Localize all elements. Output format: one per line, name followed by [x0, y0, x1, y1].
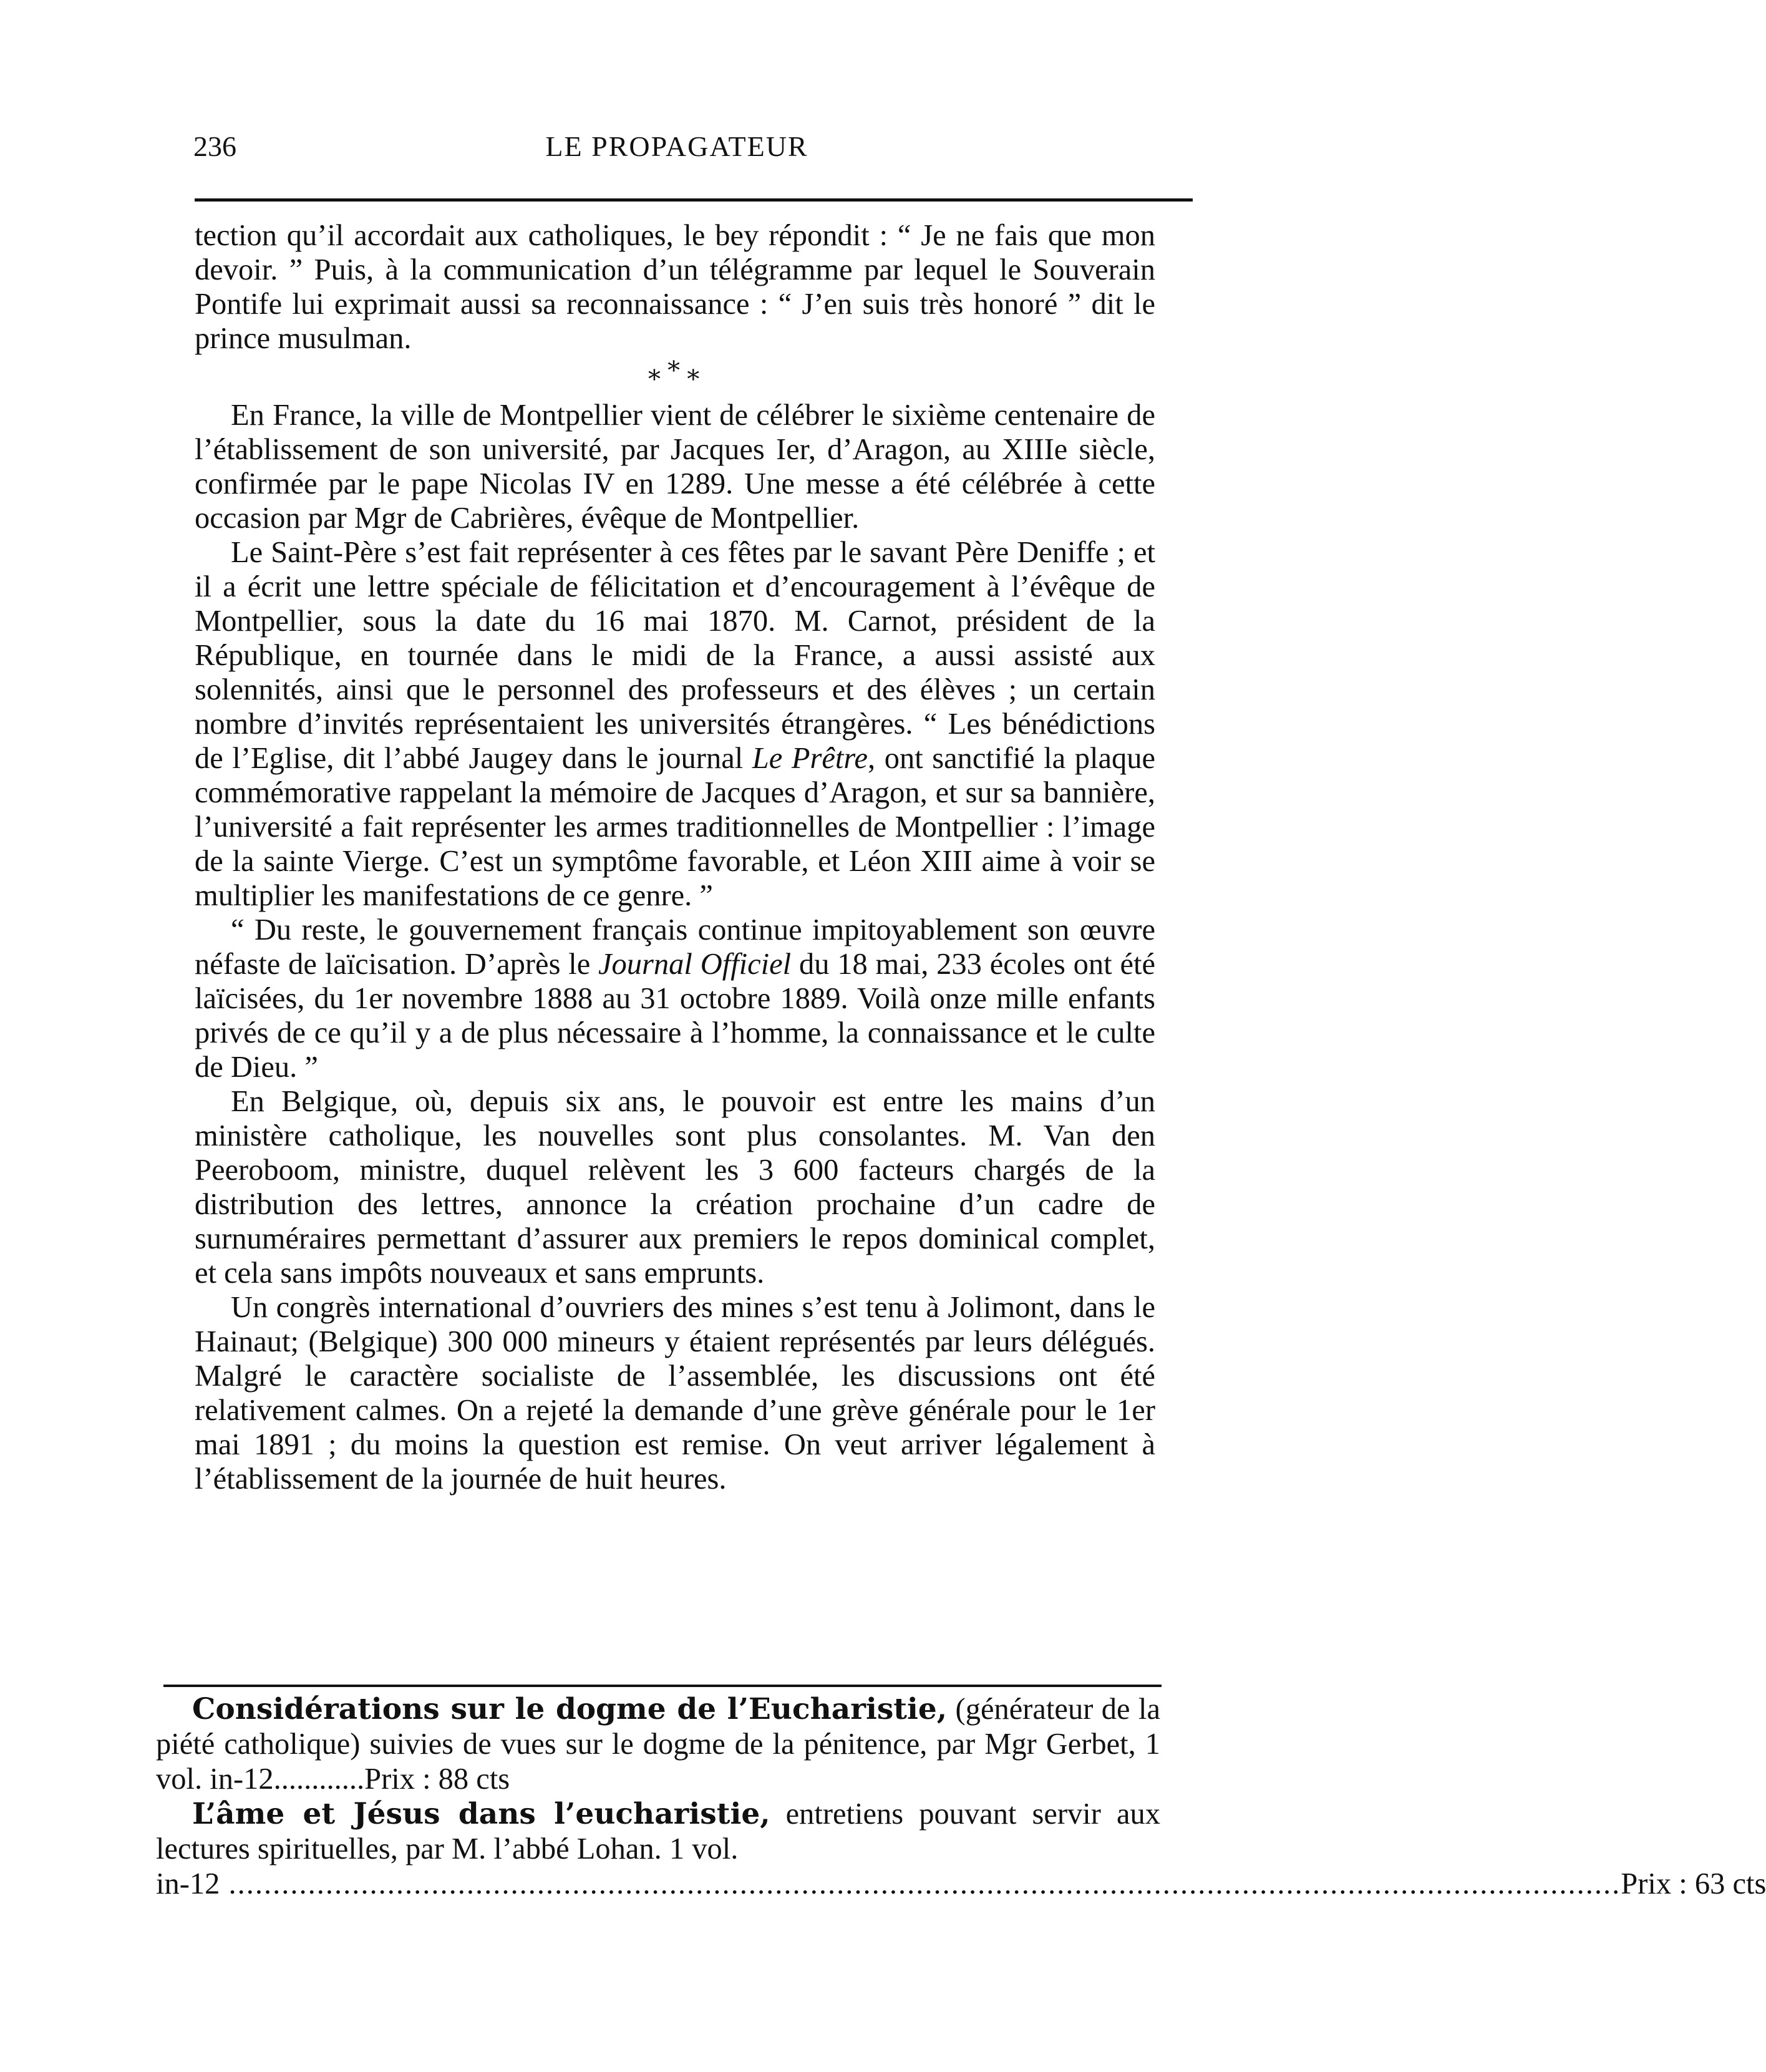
paragraph-1: tection qu’il accordait aux catholiques, le bey répondit : “ Je ne fais que mon devoir. ” Puis, à la communication d’un télégramme par lequel le Souverain Pontife lui exprimait aussi sa reconnaissance : “ J’en suis très honoré ” dit le prince musulman.: [195, 219, 1155, 355]
paragraph-4-end: du 18 mai, 233 écoles ont été laïcisées, du 1er novembre 1888 au 31 octobre 1889. Voilà onze mille enfants privés de ce qu’il y a de plus nécessaire à l’homme, la connaissance et le culte de Dieu. ”: [195, 948, 1155, 1084]
journal-title-officiel: Journal Officiel: [598, 948, 792, 981]
header-rule: [195, 198, 1193, 202]
notice-2-title: L’âme et Jésus dans l’eucharistie,: [192, 1797, 770, 1831]
paragraph-4-start: “ Du reste, le gouvernement français continue impitoyablement son œuvre néfaste de laïcisation. D’après le: [195, 913, 1155, 981]
notice-1-leaders: ............: [273, 1763, 365, 1796]
paragraph-2: En France, la ville de Montpellier vient de célébrer le sixième centenaire de l’établissement de son université, par Jacques Ier, d’Aragon, au XIIIe siècle, confirmée par le pape Nicolas IV en 1289. Une messe a été célébrée à cette occasion par Mgr de Cabrières, évêque de Montpellier.: [195, 399, 1155, 535]
notice-2-price-line: [156, 1867, 1766, 1902]
notice-2-leaders: ..............................................................................................................................................................: [220, 1867, 1621, 1900]
notice-1: [156, 1692, 1160, 1797]
paragraph-3-start: Le Saint-Père s’est fait représenter à ces fêtes par le savant Père Deniffe ; et il a écrit une lettre spéciale de félicitation et d’encouragement à l’évêque de Montpellier, sous la date du 16 mai 1870. M. Carnot, président de la République, en tournée dans le midi de la France, a aussi assisté aux solennités, ainsi que le personnel des professeurs et des élèves ; un certain nombre d’invités représentaient les universités étrangères. “ Les bénédictions de l’Eglise, dit l’abbé Jaugey dans le journal: [195, 536, 1155, 775]
notice-2-text: entretiens pouvant servir aux lectures spirituelles, par M. l’abbé Lohan. 1 vol.: [156, 1797, 1160, 1865]
paragraph-3: [195, 535, 1155, 913]
notice-1-price: Prix : 88 cts: [364, 1763, 510, 1796]
book-notices: [156, 1692, 1766, 1902]
notice-2-price: Prix : 63 cts: [1621, 1867, 1766, 1900]
journal-title-le-pretre: Le Prêtre: [752, 742, 868, 775]
notice-2: [156, 1797, 1160, 1867]
paragraph-6: Un congrès international d’ouvriers des mines s’est tenu à Jolimont, dans le Hainaut; (Belgique) 300 000 mineurs y étaient représentés par leurs délégués. Malgré le caractère socialiste de l’assemblée, les discussions ont été relativement calmes. On a rejeté la demande d’une grève générale pour le 1er mai 1891 ; du moins la question est remise. On veut arriver légalement à l’établissement de la journée de huit heures.: [195, 1291, 1155, 1496]
running-title: LE PROPAGATEUR: [545, 130, 808, 162]
notice-1-text: (générateur de la piété catholique) suivies de vues sur le dogme de la pénitence, par Mgr Gerbet, 1 vol. in-12: [156, 1693, 1160, 1796]
paragraph-5: En Belgique, où, depuis six ans, le pouvoir est entre les mains d’un ministère catholique, les nouvelles sont plus consolantes. M. Van den Peeroboom, ministre, duquel relèvent les 3 600 facteurs chargés de la distribution des lettres, annonce la création prochaine d’un cadre de surnuméraires permettant d’assurer aux premiers le repos dominical complet, et cela sans impôts nouveaux et sans emprunts.: [195, 1085, 1155, 1290]
paragraph-3-end: , ont sanctifié la plaque commémorative rappelant la mémoire de Jacques d’Aragon, et sur sa bannière, l’université a fait représenter les armes traditionnelles de Montpellier : l’image de la sainte Vierge. C’est un symptôme favorable, et Léon XIII aime à voir se multiplier les manifestations de ce genre. ”: [195, 742, 1156, 912]
article-body: [195, 218, 1155, 1496]
page-header: [193, 128, 1160, 165]
paragraph-4: [195, 913, 1155, 1084]
page-number: 236: [193, 130, 236, 162]
notice-1-title: Considérations sur le dogme de l’Eucharistie,: [192, 1692, 948, 1726]
notices-rule: [163, 1685, 1162, 1687]
section-asterism: ∗∗∗: [646, 351, 704, 388]
notice-2-format: in-12: [156, 1867, 220, 1900]
